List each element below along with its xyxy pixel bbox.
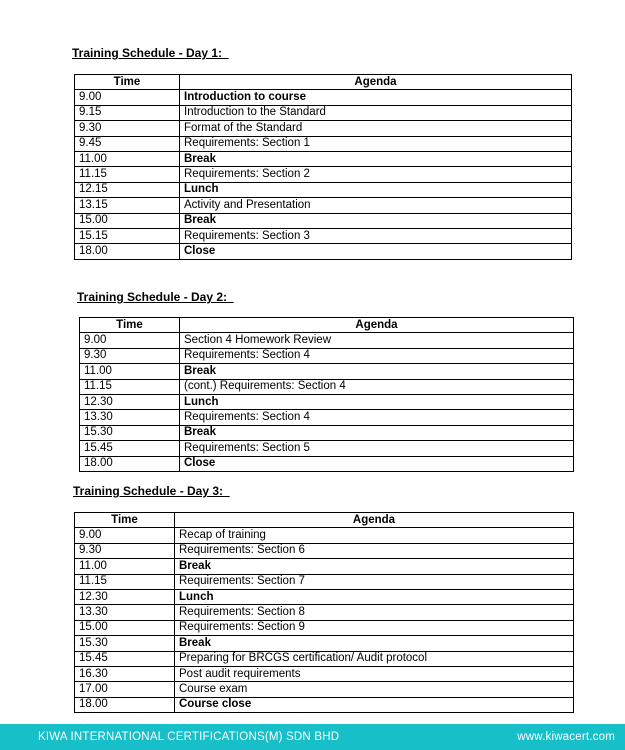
time-cell: 15.30: [75, 636, 175, 651]
table-row: [75, 605, 574, 620]
table-row: [75, 651, 574, 666]
table-row: [75, 636, 574, 651]
table-row: [80, 333, 574, 348]
time-cell: 11.00: [80, 364, 180, 379]
table-row: [75, 167, 572, 182]
agenda-cell: Recap of training: [175, 528, 574, 543]
agenda-cell: Format of the Standard: [180, 121, 572, 136]
agenda-cell: Requirements: Section 2: [180, 167, 572, 182]
agenda-cell: Requirements: Section 6: [175, 543, 574, 558]
table-row: [75, 589, 574, 604]
day1-table-body: [75, 90, 572, 259]
time-cell: 18.00: [75, 244, 180, 259]
footer-company-name: KIWA INTERNATIONAL CERTIFICATIONS(M) SDN BHD: [38, 731, 340, 743]
agenda-cell: Requirements: Section 1: [180, 136, 572, 151]
footer-website-link[interactable]: www.kiwacert.com: [517, 731, 615, 743]
agenda-cell: Requirements: Section 3: [180, 228, 572, 243]
time-cell: 12.30: [80, 394, 180, 409]
agenda-cell: Break: [180, 364, 574, 379]
agenda-cell: (cont.) Requirements: Section 4: [180, 379, 574, 394]
day2-title: Training Schedule - Day 2:: [77, 290, 234, 304]
table-row: [80, 364, 574, 379]
time-cell: 15.45: [80, 441, 180, 456]
table-row: [75, 182, 572, 197]
agenda-cell: Break: [180, 151, 572, 166]
table-row: [75, 228, 572, 243]
agenda-cell: Close: [180, 456, 574, 471]
agenda-cell: Activity and Presentation: [180, 198, 572, 213]
table-row: [80, 410, 574, 425]
time-column-header: Time: [75, 513, 175, 528]
time-cell: 13.30: [80, 410, 180, 425]
agenda-column-header: Agenda: [180, 318, 574, 333]
table-row: [75, 682, 574, 697]
agenda-cell: Break: [180, 425, 574, 440]
day3-schedule-table: [74, 512, 574, 713]
table-row: [75, 697, 574, 712]
table-row: [75, 213, 572, 228]
day2-table-body: [80, 333, 574, 472]
table-row: [80, 456, 574, 471]
time-cell: 11.15: [75, 167, 180, 182]
agenda-cell: Break: [175, 559, 574, 574]
table-row: [75, 666, 574, 681]
agenda-cell: Break: [175, 636, 574, 651]
agenda-cell: Introduction to course: [180, 90, 572, 105]
time-cell: 9.30: [75, 543, 175, 558]
table-row: [80, 394, 574, 409]
agenda-cell: Requirements: Section 8: [175, 605, 574, 620]
table-row: [75, 244, 572, 259]
time-cell: 18.00: [80, 456, 180, 471]
table-row: [75, 559, 574, 574]
table-row: [75, 574, 574, 589]
table-row: [75, 136, 572, 151]
table-row: [75, 528, 574, 543]
time-cell: 17.00: [75, 682, 175, 697]
agenda-cell: Requirements: Section 5: [180, 441, 574, 456]
time-cell: 9.30: [75, 121, 180, 136]
footer-bar: [0, 724, 625, 750]
time-cell: 12.30: [75, 589, 175, 604]
time-cell: 13.15: [75, 198, 180, 213]
time-cell: 9.15: [75, 105, 180, 120]
time-column-header: Time: [80, 318, 180, 333]
day2-schedule-table: [79, 317, 574, 472]
time-cell: 9.45: [75, 136, 180, 151]
table-row: [75, 151, 572, 166]
agenda-cell: Requirements: Section 7: [175, 574, 574, 589]
table-row: [75, 198, 572, 213]
time-cell: 18.00: [75, 697, 175, 712]
agenda-cell: Post audit requirements: [175, 666, 574, 681]
agenda-cell: Section 4 Homework Review: [180, 333, 574, 348]
time-column-header: Time: [75, 75, 180, 90]
agenda-cell: Requirements: Section 4: [180, 348, 574, 363]
table-row: [75, 543, 574, 558]
time-cell: 9.30: [80, 348, 180, 363]
agenda-column-header: Agenda: [175, 513, 574, 528]
time-cell: 12.15: [75, 182, 180, 197]
table-row: [75, 620, 574, 635]
time-cell: 11.00: [75, 151, 180, 166]
agenda-cell: Introduction to the Standard: [180, 105, 572, 120]
table-row: [75, 121, 572, 136]
agenda-cell: Lunch: [180, 182, 572, 197]
table-row: [75, 105, 572, 120]
time-cell: 15.45: [75, 651, 175, 666]
table-row: [80, 441, 574, 456]
time-cell: 15.30: [80, 425, 180, 440]
time-cell: 15.15: [75, 228, 180, 243]
agenda-cell: Close: [180, 244, 572, 259]
table-header-row: [75, 75, 572, 90]
time-cell: 16.30: [75, 666, 175, 681]
day3-table-body: [75, 528, 574, 713]
table-row: [75, 90, 572, 105]
agenda-cell: Lunch: [180, 394, 574, 409]
time-cell: 9.00: [75, 90, 180, 105]
day1-schedule-table: [74, 74, 572, 260]
day1-title: Training Schedule - Day 1:: [72, 46, 229, 60]
table-row: [80, 379, 574, 394]
time-cell: 13.30: [75, 605, 175, 620]
time-cell: 15.00: [75, 620, 175, 635]
table-header-row: [80, 318, 574, 333]
time-cell: 15.00: [75, 213, 180, 228]
table-row: [80, 425, 574, 440]
time-cell: 11.00: [75, 559, 175, 574]
agenda-cell: Break: [180, 213, 572, 228]
time-cell: 9.00: [75, 528, 175, 543]
time-cell: 11.15: [80, 379, 180, 394]
table-header-row: [75, 513, 574, 528]
agenda-cell: Preparing for BRCGS certification/ Audit protocol: [175, 651, 574, 666]
agenda-cell: Requirements: Section 9: [175, 620, 574, 635]
agenda-cell: Course exam: [175, 682, 574, 697]
table-row: [80, 348, 574, 363]
agenda-cell: Course close: [175, 697, 574, 712]
time-cell: 11.15: [75, 574, 175, 589]
agenda-column-header: Agenda: [180, 75, 572, 90]
day3-title: Training Schedule - Day 3:: [73, 484, 230, 498]
agenda-cell: Requirements: Section 4: [180, 410, 574, 425]
agenda-cell: Lunch: [175, 589, 574, 604]
time-cell: 9.00: [80, 333, 180, 348]
